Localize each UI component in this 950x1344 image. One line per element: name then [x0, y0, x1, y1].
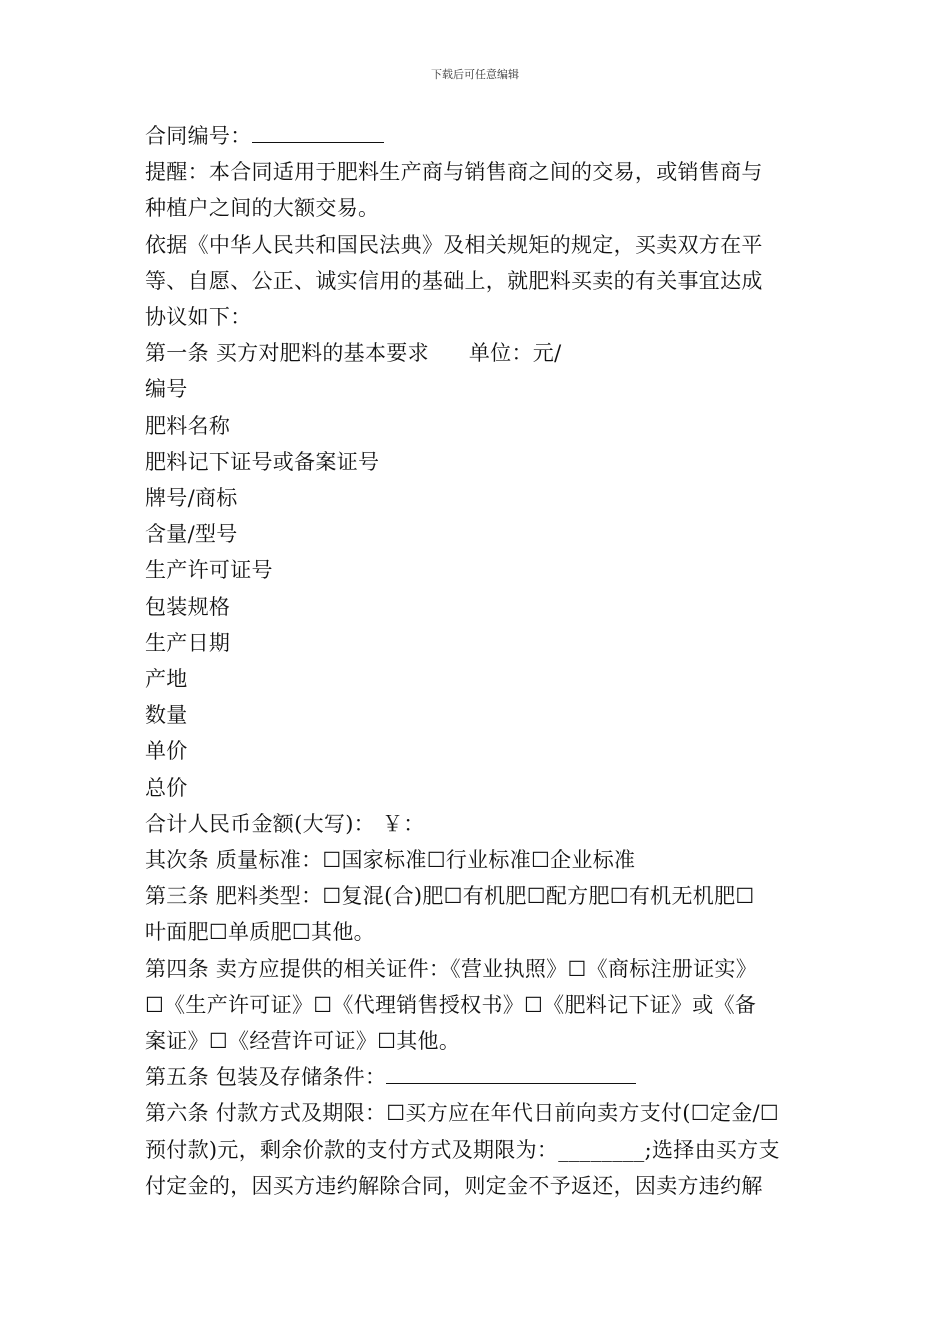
article-5-blank[interactable]: [386, 1061, 636, 1084]
field-row: 数量: [145, 703, 188, 728]
article-1-unit: 单位：元/: [468, 341, 562, 366]
field-row: 肥料名称: [145, 413, 231, 438]
header-note: 下载后可任意编辑: [431, 68, 519, 81]
article-2: 其次条 质量标准：☐国家标准☐行业标准☐企业标准: [145, 848, 636, 873]
field-row: 生产日期: [145, 630, 231, 655]
field-row: 肥料记下证号或备案证号: [145, 449, 380, 474]
article-6-line-3: 付定金的，因买方违约解除合同，则定金不予返还，因卖方违约解: [145, 1173, 763, 1198]
total-amount-line: 合计人民币金额(大写)： ￥：: [145, 811, 425, 836]
field-row: 产地: [145, 667, 188, 692]
article-5-label: 第五条 包装及存储条件：: [145, 1065, 387, 1090]
field-row: 总价: [145, 775, 188, 800]
field-row: 牌号/商标: [145, 486, 238, 511]
reminder-line-2: 种植户之间的大额交易。: [145, 196, 380, 221]
basis-line-2: 等、自愿、公正、诚实信用的基础上，就肥料买卖的有关事宜达成: [145, 268, 763, 293]
field-row: 单价: [145, 739, 188, 764]
article-4-line-1: 第四条 卖方应提供的相关证件：《营业执照》☐《商标注册证实》: [145, 956, 757, 981]
article-5-line: [145, 1059, 810, 1095]
article-4-line-3: 案证》☐《经营许可证》☐其他。: [145, 1029, 461, 1054]
contract-body: [145, 118, 810, 1204]
reminder-line-1: 提醒：本合同适用于肥料生产商与销售商之间的交易，或销售商与: [145, 160, 763, 185]
contract-number-blank[interactable]: [252, 120, 384, 143]
field-row: 含量/型号: [145, 522, 238, 547]
field-row: 编号: [145, 377, 188, 402]
article-3-line-2: 叶面肥☐单质肥☐其他。: [145, 920, 375, 945]
field-row: 生产许可证号: [145, 558, 273, 583]
article-6-line-2: 预付款)元，剩余价款的支付方式及期限为：________;选择由买方支: [145, 1137, 780, 1162]
article-1-title: 第一条 买方对肥料的基本要求: [145, 341, 429, 366]
article-4-line-2: ☐《生产许可证》☐《代理销售授权书》☐《肥料记下证》或《备: [145, 992, 757, 1017]
article-6-line-1: 第六条 付款方式及期限：☐买方应在年代日前向卖方支付(☐定金/☐: [145, 1101, 780, 1126]
basis-line-1: 依据《中华人民共和国民法典》及相关规矩的规定，买卖双方在平: [145, 232, 763, 257]
field-row: 包装规格: [145, 594, 231, 619]
article-1-heading: [145, 335, 810, 371]
contract-number-label: 合同编号：: [145, 124, 252, 148]
article-3-line-1: 第三条 肥料类型：☐复混(合)肥☐有机肥☐配方肥☐有机无机肥☐: [145, 884, 755, 909]
basis-line-3: 协议如下：: [145, 305, 252, 330]
contract-number-line: [145, 118, 810, 154]
